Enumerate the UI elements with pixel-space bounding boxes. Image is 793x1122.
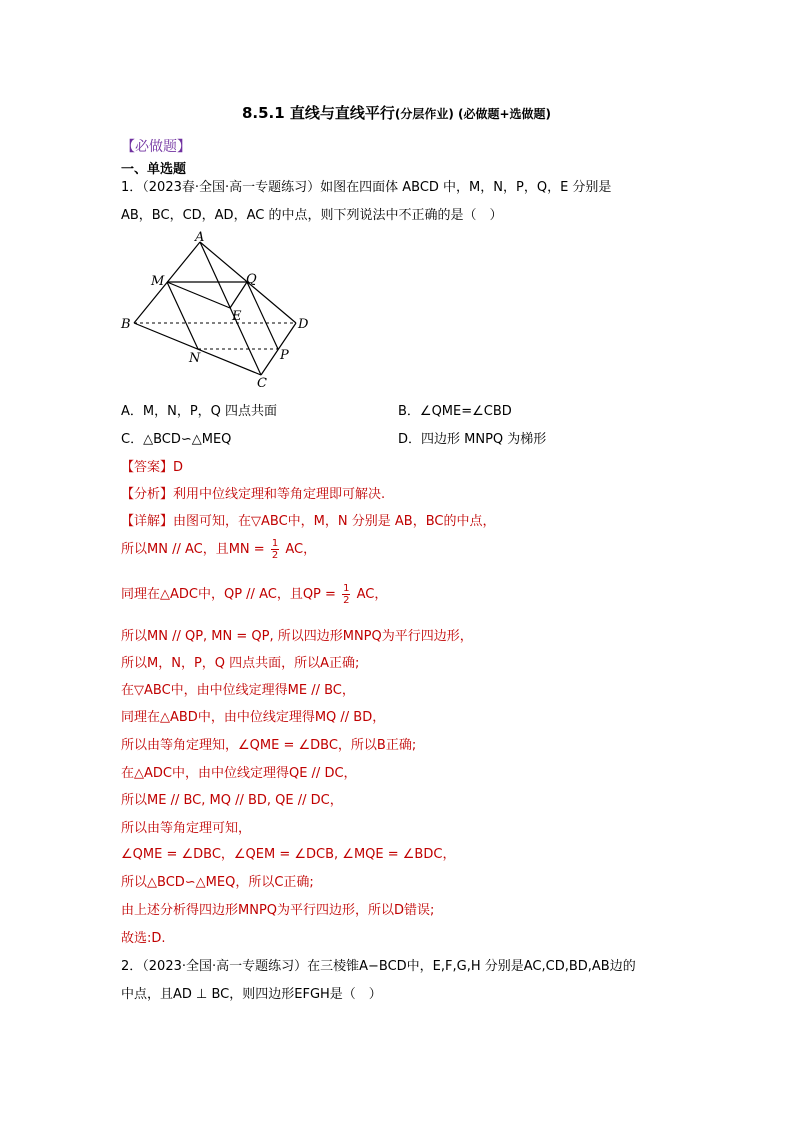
- tetrahedron-figure: [118, 230, 318, 395]
- detail-line-3: [121, 583, 387, 606]
- detail-line-8: 所以由等角定理知，∠QME = ∠DBC，所以B正确;: [121, 738, 417, 753]
- detail-label: 【详解】: [121, 514, 174, 529]
- option-a[interactable]: A．M，N，P，Q 四点共面: [121, 404, 278, 419]
- analysis-label: 【分析】: [121, 487, 174, 502]
- analysis-line: [121, 483, 385, 502]
- option-c[interactable]: C．△BCD∽△MEQ: [121, 432, 232, 447]
- detail-line-14: 由上述分析得四边形MNPQ为平行四边形，所以D错误;: [121, 903, 435, 918]
- detail-line-12: ∠QME = ∠DBC，∠QEM = ∠DCB, ∠MQE = ∠BDC，: [121, 847, 456, 862]
- label-p: P: [280, 348, 289, 363]
- detail-l2-post: AC，: [285, 542, 317, 557]
- fraction-half-2: [342, 583, 350, 606]
- detail-line-15: 故选:D.: [121, 931, 166, 946]
- label-n: N: [189, 351, 201, 366]
- label-d: D: [298, 317, 309, 332]
- edge-ac: [200, 242, 261, 375]
- analysis-text: 利用中位线定理和等角定理即可解决.: [173, 487, 386, 502]
- detail-line-9: 在△ADC中，由中位线定理得QE // DC，: [121, 766, 357, 781]
- label-e: E: [232, 309, 242, 324]
- frac-den: 2: [271, 550, 279, 561]
- answer-value: D: [173, 460, 184, 475]
- detail-line-2: [121, 538, 316, 561]
- detail-line-6: 在▽ABC中，由中位线定理得ME // BC，: [121, 683, 355, 698]
- detail-l1: 由图可知，在▽ABC中，M，N 分别是 AB，BC的中点，: [173, 514, 496, 529]
- label-a: A: [195, 230, 205, 245]
- title-sub: (分层作业) (必做题+选做题): [394, 107, 552, 121]
- detail-line-1: [121, 510, 495, 529]
- q1-line2: AB，BC，CD，AD，AC 的中点，则下列说法中不正确的是（ ）: [121, 208, 503, 223]
- q1-line1: 1．（2023春·全国·高一专题练习）如图在四面体 ABCD 中，M，N，P，Q，E 分别是: [121, 180, 612, 195]
- label-c: C: [257, 376, 267, 391]
- detail-line-7: 同理在△ABD中，由中位线定理得MQ // BD，: [121, 710, 386, 725]
- detail-line-4: 所以MN // QP, MN = QP, 所以四边形MNPQ为平行四边形，: [121, 629, 473, 644]
- frac-num: 1: [271, 538, 279, 549]
- detail-line-10: 所以ME // BC, MQ // BD, QE // DC，: [121, 793, 343, 808]
- frac-den: 2: [343, 595, 350, 606]
- answer-label: 【答案】: [121, 460, 174, 475]
- label-b: B: [121, 317, 131, 332]
- detail-l2-pre: 所以MN // AC，且MN =: [121, 542, 265, 557]
- detail-line-13: 所以△BCD∽△MEQ，所以C正确;: [121, 875, 314, 890]
- option-b[interactable]: B．∠QME=∠CBD: [398, 404, 512, 419]
- detail-l3-pre: 同理在△ADC中，QP // AC，且QP =: [121, 587, 336, 602]
- answer-line: [121, 456, 183, 475]
- detail-l3-post: AC，: [356, 587, 388, 602]
- seg-qe: [230, 282, 247, 308]
- page-title: [0, 102, 793, 123]
- detail-line-11: 所以由等角定理可知，: [121, 821, 252, 836]
- detail-line-5: 所以M，N，P，Q 四点共面，所以A正确;: [121, 656, 360, 671]
- option-d[interactable]: D．四边形 MNPQ 为梯形: [398, 432, 547, 447]
- label-m: M: [151, 274, 165, 289]
- section-heading: 一、单选题: [121, 162, 187, 177]
- frac-num: 1: [343, 583, 350, 594]
- seg-qp: [247, 282, 278, 349]
- label-q: Q: [246, 272, 257, 287]
- required-tag: 【必做题】: [121, 139, 191, 155]
- q2-line2: 中点，且AD ⊥ BC，则四边形EFGH是（ ）: [121, 987, 382, 1002]
- fraction-half-1: [271, 538, 279, 561]
- q2-line1: 2．（2023·全国·高一专题练习）在三棱锥A−BCD中，E,F,G,H 分别是AC,CD,BD,AB边的: [121, 959, 636, 974]
- title-main: 8.5.1 直线与直线平行: [241, 104, 395, 122]
